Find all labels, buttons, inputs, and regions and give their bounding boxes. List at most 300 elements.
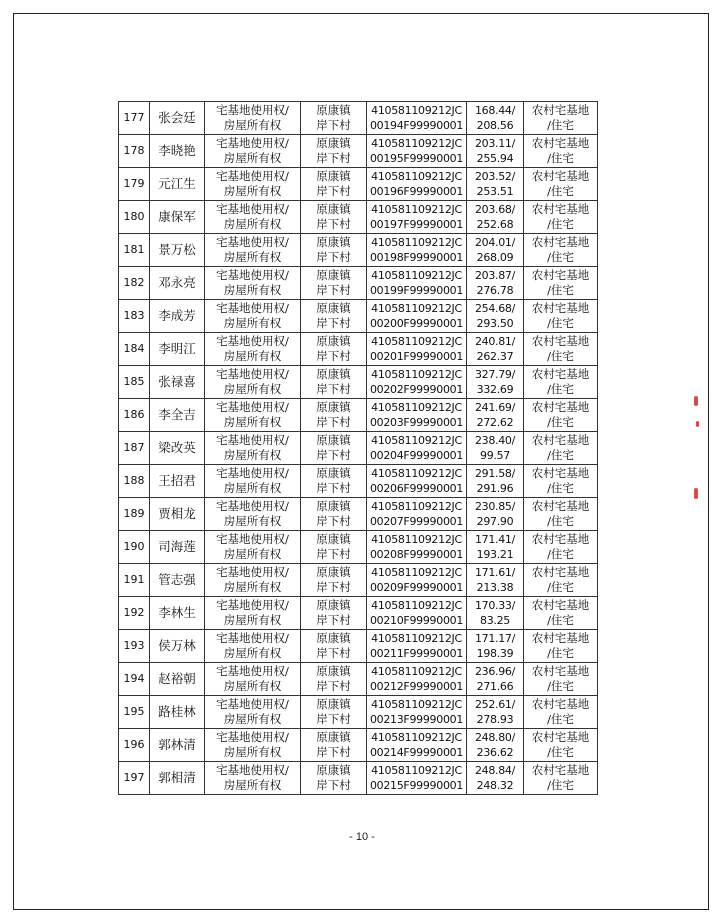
area-value-line: 168.44/: [474, 103, 516, 117]
right-type-cell: [205, 531, 301, 564]
right-type-cell: [205, 333, 301, 366]
owner-name-cell: 李晓艳: [150, 135, 205, 168]
right-type-cell: [205, 168, 301, 201]
land-use-line: 农村宅基地: [531, 432, 590, 447]
row-number-cell: 178: [119, 135, 150, 168]
owner-name-cell: 司海莲: [150, 531, 205, 564]
area-value-line: 276.78: [476, 284, 514, 297]
land-use-cell: [524, 729, 598, 762]
location-line: 原康镇: [316, 531, 351, 546]
area-value-line: 230.85/: [474, 499, 516, 513]
land-use-line: 农村宅基地: [531, 696, 590, 711]
right-type-line: 宅基地使用权/: [216, 465, 289, 480]
area-value-line: 203.11/: [474, 136, 516, 150]
area-value-cell: [467, 432, 524, 465]
land-use-line: /住宅: [547, 316, 574, 330]
right-type-line: 房屋所有权: [223, 745, 282, 759]
location-line: 岸下村: [316, 448, 351, 462]
land-use-line: 农村宅基地: [531, 267, 590, 282]
land-use-cell: [524, 102, 598, 135]
unit-code-line: 410581109212JC: [371, 268, 462, 282]
table-row: [119, 300, 598, 333]
location-line: 原康镇: [316, 498, 351, 513]
table-row: [119, 663, 598, 696]
location-line: 原康镇: [316, 564, 351, 579]
location-line: 岸下村: [316, 250, 351, 264]
unit-code-line: 00201F99990001: [369, 350, 464, 363]
row-number-cell: 197: [119, 762, 150, 795]
unit-code-cell: [367, 597, 467, 630]
page-number: - 10 -: [349, 831, 375, 843]
area-value-line: 255.94: [476, 152, 514, 165]
location-line: 原康镇: [316, 630, 351, 645]
location-cell: [301, 366, 367, 399]
land-use-line: /住宅: [547, 679, 574, 693]
location-line: 原康镇: [316, 597, 351, 612]
right-type-line: 房屋所有权: [223, 646, 282, 660]
area-value-line: 271.66: [476, 680, 514, 693]
unit-code-cell: [367, 300, 467, 333]
land-use-line: /住宅: [547, 646, 574, 660]
land-use-line: /住宅: [547, 712, 574, 726]
location-cell: [301, 531, 367, 564]
location-cell: [301, 234, 367, 267]
row-number-cell: 188: [119, 465, 150, 498]
unit-code-line: 410581109212JC: [371, 367, 462, 381]
land-use-line: /住宅: [547, 184, 574, 198]
land-use-line: 农村宅基地: [531, 597, 590, 612]
land-use-line: /住宅: [547, 415, 574, 429]
location-line: 岸下村: [316, 184, 351, 198]
location-line: 原康镇: [316, 201, 351, 216]
right-type-line: 房屋所有权: [223, 118, 282, 132]
area-value-line: 254.68/: [474, 301, 516, 315]
unit-code-line: 410581109212JC: [371, 136, 462, 150]
right-type-line: 宅基地使用权/: [216, 630, 289, 645]
unit-code-line: 410581109212JC: [371, 301, 462, 315]
land-use-line: 农村宅基地: [531, 300, 590, 315]
unit-code-line: 410581109212JC: [371, 433, 462, 447]
location-cell: [301, 762, 367, 795]
right-type-cell: [205, 564, 301, 597]
location-cell: [301, 663, 367, 696]
right-type-line: 房屋所有权: [223, 382, 282, 396]
land-use-line: 农村宅基地: [531, 168, 590, 183]
row-number-cell: 182: [119, 267, 150, 300]
unit-code-line: 00212F99990001: [369, 680, 464, 693]
location-cell: [301, 399, 367, 432]
right-type-line: 宅基地使用权/: [216, 696, 289, 711]
unit-code-line: 00203F99990001: [369, 416, 464, 429]
location-line: 岸下村: [316, 316, 351, 330]
land-use-line: /住宅: [547, 514, 574, 528]
location-cell: [301, 729, 367, 762]
area-value-line: 193.21: [476, 548, 514, 561]
unit-code-line: 410581109212JC: [371, 664, 462, 678]
unit-code-cell: [367, 135, 467, 168]
unit-code-cell: [367, 267, 467, 300]
area-value-line: 171.17/: [474, 631, 516, 645]
unit-code-cell: [367, 630, 467, 663]
owner-name-cell: 梁改英: [150, 432, 205, 465]
unit-code-cell: [367, 762, 467, 795]
area-value-cell: [467, 630, 524, 663]
owner-name-cell: 王招君: [150, 465, 205, 498]
area-value-cell: [467, 696, 524, 729]
land-use-cell: [524, 432, 598, 465]
right-type-line: 宅基地使用权/: [216, 498, 289, 513]
area-value-line: 170.33/: [474, 598, 516, 612]
unit-code-line: 410581109212JC: [371, 235, 462, 249]
row-number-cell: 189: [119, 498, 150, 531]
location-cell: [301, 267, 367, 300]
location-line: 岸下村: [316, 613, 351, 627]
unit-code-line: 00200F99990001: [369, 317, 464, 330]
land-use-line: 农村宅基地: [531, 399, 590, 414]
land-use-cell: [524, 267, 598, 300]
right-type-line: 房屋所有权: [223, 151, 282, 165]
unit-code-line: 410581109212JC: [371, 169, 462, 183]
area-value-cell: [467, 300, 524, 333]
unit-code-line: 00202F99990001: [369, 383, 464, 396]
right-type-line: 房屋所有权: [223, 448, 282, 462]
area-value-line: 291.96: [476, 482, 514, 495]
area-value-line: 272.62: [476, 416, 514, 429]
right-type-line: 宅基地使用权/: [216, 366, 289, 381]
area-value-line: 83.25: [480, 614, 510, 627]
location-line: 原康镇: [316, 399, 351, 414]
right-type-cell: [205, 762, 301, 795]
area-value-cell: [467, 498, 524, 531]
table-row: [119, 135, 598, 168]
right-type-line: 房屋所有权: [223, 580, 282, 594]
right-type-line: 房屋所有权: [223, 349, 282, 363]
location-line: 岸下村: [316, 547, 351, 561]
right-type-cell: [205, 630, 301, 663]
right-type-line: 宅基地使用权/: [216, 267, 289, 282]
area-value-cell: [467, 135, 524, 168]
table-row: [119, 168, 598, 201]
location-cell: [301, 300, 367, 333]
location-line: 原康镇: [316, 135, 351, 150]
records-table: [118, 101, 598, 795]
unit-code-line: 410581109212JC: [371, 532, 462, 546]
unit-code-cell: [367, 663, 467, 696]
right-type-cell: [205, 465, 301, 498]
table-row: [119, 597, 598, 630]
land-use-line: 农村宅基地: [531, 531, 590, 546]
unit-code-cell: [367, 102, 467, 135]
land-use-cell: [524, 168, 598, 201]
land-use-line: /住宅: [547, 283, 574, 297]
location-line: 岸下村: [316, 481, 351, 495]
unit-code-line: 410581109212JC: [371, 499, 462, 513]
area-value-line: 99.57: [480, 449, 510, 462]
right-type-line: 房屋所有权: [223, 613, 282, 627]
unit-code-line: 00208F99990001: [369, 548, 464, 561]
owner-name-cell: 邓永亮: [150, 267, 205, 300]
unit-code-line: 00207F99990001: [369, 515, 464, 528]
area-value-line: 253.51: [476, 185, 514, 198]
table-row: [119, 630, 598, 663]
area-value-cell: [467, 762, 524, 795]
location-line: 原康镇: [316, 300, 351, 315]
owner-name-cell: 李全吉: [150, 399, 205, 432]
right-type-line: 房屋所有权: [223, 217, 282, 231]
land-use-line: /住宅: [547, 580, 574, 594]
land-use-line: /住宅: [547, 481, 574, 495]
right-type-line: 房屋所有权: [223, 283, 282, 297]
right-type-cell: [205, 102, 301, 135]
location-line: 岸下村: [316, 679, 351, 693]
location-line: 岸下村: [316, 217, 351, 231]
location-line: 原康镇: [316, 696, 351, 711]
land-use-cell: [524, 135, 598, 168]
location-cell: [301, 630, 367, 663]
land-use-cell: [524, 597, 598, 630]
right-type-cell: [205, 135, 301, 168]
land-use-line: 农村宅基地: [531, 102, 590, 117]
area-value-line: 291.58/: [474, 466, 516, 480]
row-number-cell: 196: [119, 729, 150, 762]
table-row: [119, 696, 598, 729]
location-line: 岸下村: [316, 118, 351, 132]
unit-code-line: 00213F99990001: [369, 713, 464, 726]
location-line: 原康镇: [316, 432, 351, 447]
land-use-cell: [524, 564, 598, 597]
location-cell: [301, 564, 367, 597]
area-value-cell: [467, 729, 524, 762]
row-number-cell: 192: [119, 597, 150, 630]
land-use-line: /住宅: [547, 448, 574, 462]
owner-name-cell: 张禄喜: [150, 366, 205, 399]
area-value-line: 240.81/: [474, 334, 516, 348]
right-type-line: 房屋所有权: [223, 184, 282, 198]
right-type-line: 房屋所有权: [223, 316, 282, 330]
owner-name-cell: 路桂林: [150, 696, 205, 729]
land-use-line: 农村宅基地: [531, 630, 590, 645]
land-use-line: /住宅: [547, 547, 574, 561]
area-value-line: 198.39: [476, 647, 514, 660]
location-line: 岸下村: [316, 778, 351, 792]
right-type-line: 宅基地使用权/: [216, 201, 289, 216]
location-line: 原康镇: [316, 762, 351, 777]
unit-code-cell: [367, 465, 467, 498]
unit-code-line: 410581109212JC: [371, 565, 462, 579]
unit-code-line: 00211F99990001: [369, 647, 464, 660]
stamp-mark: [694, 396, 698, 406]
unit-code-line: 00210F99990001: [369, 614, 464, 627]
area-value-cell: [467, 201, 524, 234]
land-use-line: /住宅: [547, 613, 574, 627]
right-type-line: 宅基地使用权/: [216, 168, 289, 183]
area-value-line: 203.68/: [474, 202, 516, 216]
land-use-cell: [524, 498, 598, 531]
right-type-cell: [205, 498, 301, 531]
owner-name-cell: 贾相龙: [150, 498, 205, 531]
row-number-cell: 184: [119, 333, 150, 366]
unit-code-cell: [367, 168, 467, 201]
area-value-cell: [467, 597, 524, 630]
unit-code-line: 00195F99990001: [369, 152, 464, 165]
unit-code-cell: [367, 399, 467, 432]
table-row: [119, 762, 598, 795]
area-value-cell: [467, 531, 524, 564]
right-type-cell: [205, 399, 301, 432]
area-value-cell: [467, 663, 524, 696]
location-cell: [301, 498, 367, 531]
owner-name-cell: 李林生: [150, 597, 205, 630]
location-cell: [301, 135, 367, 168]
area-value-line: 252.68: [476, 218, 514, 231]
land-use-line: /住宅: [547, 349, 574, 363]
table-row: [119, 366, 598, 399]
right-type-cell: [205, 201, 301, 234]
location-line: 岸下村: [316, 415, 351, 429]
unit-code-line: 00196F99990001: [369, 185, 464, 198]
right-type-cell: [205, 696, 301, 729]
table-row: [119, 729, 598, 762]
location-line: 原康镇: [316, 168, 351, 183]
location-line: 岸下村: [316, 514, 351, 528]
area-value-line: 241.69/: [474, 400, 516, 414]
land-use-cell: [524, 630, 598, 663]
area-value-line: 204.01/: [474, 235, 516, 249]
unit-code-cell: [367, 564, 467, 597]
unit-code-line: 410581109212JC: [371, 400, 462, 414]
table-row: [119, 498, 598, 531]
area-value-line: 268.09: [476, 251, 514, 264]
owner-name-cell: 李成芳: [150, 300, 205, 333]
land-use-line: /住宅: [547, 745, 574, 759]
unit-code-line: 00215F99990001: [369, 779, 464, 792]
location-line: 原康镇: [316, 366, 351, 381]
land-use-line: 农村宅基地: [531, 234, 590, 249]
land-use-cell: [524, 300, 598, 333]
area-value-cell: [467, 168, 524, 201]
right-type-cell: [205, 663, 301, 696]
table-row: [119, 531, 598, 564]
area-value-cell: [467, 564, 524, 597]
area-value-line: 293.50: [476, 317, 514, 330]
land-use-cell: [524, 399, 598, 432]
unit-code-cell: [367, 432, 467, 465]
area-value-cell: [467, 267, 524, 300]
right-type-line: 房屋所有权: [223, 250, 282, 264]
location-line: 岸下村: [316, 712, 351, 726]
area-value-line: 238.40/: [474, 433, 516, 447]
table-row: [119, 564, 598, 597]
right-type-line: 宅基地使用权/: [216, 234, 289, 249]
owner-name-cell: 赵裕朝: [150, 663, 205, 696]
right-type-line: 宅基地使用权/: [216, 333, 289, 348]
land-use-line: 农村宅基地: [531, 663, 590, 678]
area-value-cell: [467, 234, 524, 267]
location-line: 岸下村: [316, 646, 351, 660]
unit-code-line: 410581109212JC: [371, 631, 462, 645]
unit-code-line: 00197F99990001: [369, 218, 464, 231]
row-number-cell: 191: [119, 564, 150, 597]
area-value-line: 327.79/: [474, 367, 516, 381]
owner-name-cell: 张会廷: [150, 102, 205, 135]
location-line: 原康镇: [316, 465, 351, 480]
unit-code-cell: [367, 531, 467, 564]
row-number-cell: 185: [119, 366, 150, 399]
unit-code-line: 00214F99990001: [369, 746, 464, 759]
location-line: 原康镇: [316, 729, 351, 744]
owner-name-cell: 李明江: [150, 333, 205, 366]
land-use-cell: [524, 696, 598, 729]
location-cell: [301, 102, 367, 135]
land-use-cell: [524, 762, 598, 795]
location-line: 岸下村: [316, 580, 351, 594]
location-cell: [301, 696, 367, 729]
land-use-line: /住宅: [547, 217, 574, 231]
unit-code-cell: [367, 201, 467, 234]
location-line: 原康镇: [316, 333, 351, 348]
area-value-line: 248.32: [476, 779, 514, 792]
location-line: 原康镇: [316, 234, 351, 249]
owner-name-cell: 侯万林: [150, 630, 205, 663]
row-number-cell: 186: [119, 399, 150, 432]
area-value-line: 236.62: [476, 746, 514, 759]
table-row: [119, 201, 598, 234]
land-use-cell: [524, 531, 598, 564]
land-use-line: /住宅: [547, 151, 574, 165]
owner-name-cell: 康保军: [150, 201, 205, 234]
land-use-cell: [524, 333, 598, 366]
area-value-line: 236.96/: [474, 664, 516, 678]
location-cell: [301, 168, 367, 201]
right-type-line: 房屋所有权: [223, 712, 282, 726]
right-type-line: 房屋所有权: [223, 778, 282, 792]
right-type-line: 房屋所有权: [223, 679, 282, 693]
area-value-line: 203.52/: [474, 169, 516, 183]
location-cell: [301, 201, 367, 234]
land-use-cell: [524, 465, 598, 498]
unit-code-line: 00209F99990001: [369, 581, 464, 594]
unit-code-cell: [367, 696, 467, 729]
land-use-line: /住宅: [547, 382, 574, 396]
stamp-mark: [694, 488, 698, 499]
unit-code-line: 410581109212JC: [371, 466, 462, 480]
unit-code-cell: [367, 234, 467, 267]
right-type-cell: [205, 267, 301, 300]
unit-code-line: 00198F99990001: [369, 251, 464, 264]
location-line: 岸下村: [316, 349, 351, 363]
location-line: 岸下村: [316, 745, 351, 759]
area-value-line: 262.37: [476, 350, 514, 363]
area-value-line: 332.69: [476, 383, 514, 396]
unit-code-cell: [367, 729, 467, 762]
unit-code-cell: [367, 333, 467, 366]
area-value-line: 203.87/: [474, 268, 516, 282]
right-type-line: 宅基地使用权/: [216, 762, 289, 777]
right-type-cell: [205, 597, 301, 630]
unit-code-line: 410581109212JC: [371, 334, 462, 348]
land-use-line: 农村宅基地: [531, 564, 590, 579]
row-number-cell: 194: [119, 663, 150, 696]
row-number-cell: 181: [119, 234, 150, 267]
land-use-line: 农村宅基地: [531, 201, 590, 216]
location-cell: [301, 333, 367, 366]
unit-code-line: 410581109212JC: [371, 598, 462, 612]
right-type-line: 宅基地使用权/: [216, 432, 289, 447]
area-value-cell: [467, 333, 524, 366]
right-type-line: 房屋所有权: [223, 415, 282, 429]
row-number-cell: 180: [119, 201, 150, 234]
unit-code-cell: [367, 366, 467, 399]
